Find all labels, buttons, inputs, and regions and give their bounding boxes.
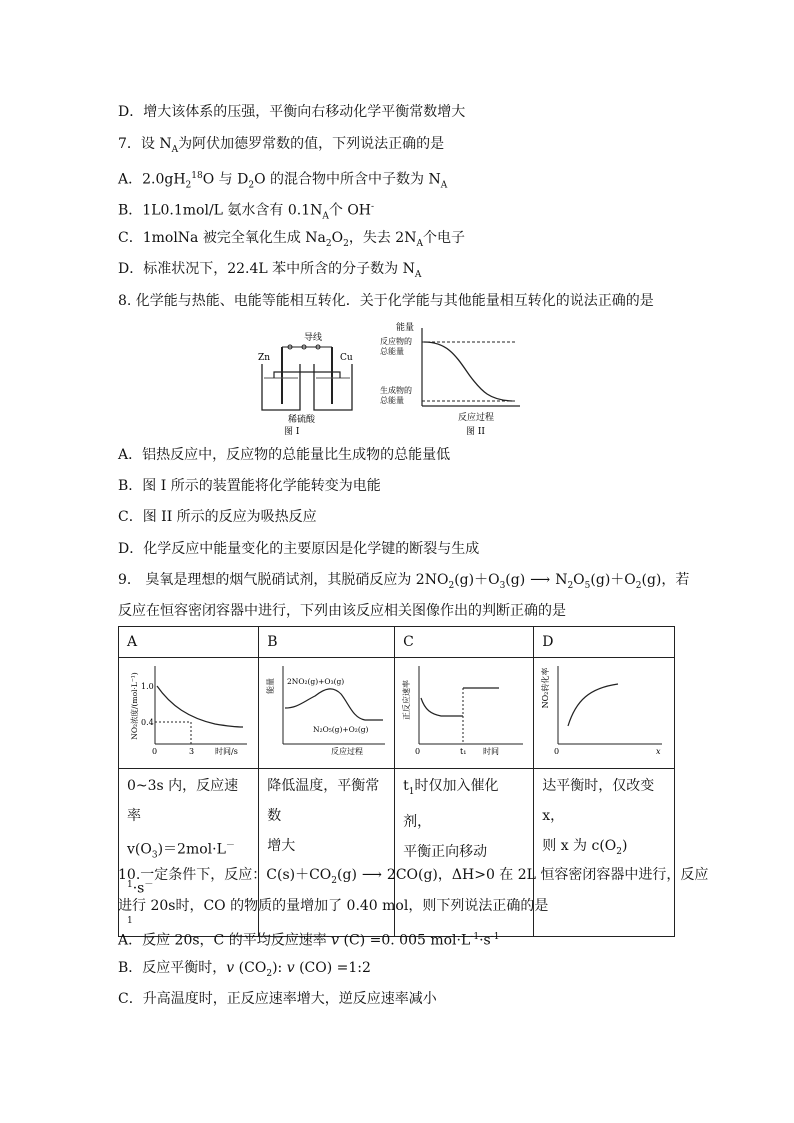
energy-axis-label: 能量 (396, 323, 415, 333)
q7-option-a: A．$2.0gH_2^{18}O$ 与 $D_2O$ 的混合物中所含中子数为 $N_A$ (118, 171, 448, 191)
q10-stem-line1: 10.一定条件下，反应：$C(s)+CO_2(g)$ ⟶ 2CO(g)，ΔH>0 在 2L 恒容密闭容器中进行，反应 (118, 867, 709, 886)
plot-a-y2: 0.4 (141, 718, 154, 727)
q8-option-d: D．化学反应中能量变化的主要原因是化学键的断裂与生成 (118, 541, 480, 557)
cu-label: Cu (340, 353, 353, 363)
plot-c-forward-rate (395, 658, 533, 764)
plot-a-no2-concentration (119, 658, 257, 764)
plot-a-y1: 1.0 (141, 682, 154, 691)
figure-ii-energy-diagram (378, 318, 526, 438)
q10-option-c: C．升高温度时，正反应速率增大，逆反应速率减小 (118, 991, 437, 1007)
reactant-label-2: 总能量 (380, 347, 404, 356)
equilibrium-arrow-icon: ⟶ (361, 867, 382, 883)
zn-label: Zn (258, 353, 271, 363)
q9-stem-line1: 9． 臭氧是理想的烟气脱硝试剂，其脱硝反应为 $2NO_2(g)+O_3(g)$ ⟶ $N_2O_5(g)+O_2(g)$，若 (118, 572, 690, 591)
plot-b-energy (259, 658, 393, 764)
plot-c-cell (395, 658, 534, 769)
plot-b-reactants: 2NO₂(g)+O₃(g) (287, 677, 345, 686)
text-b: 降低温度，平衡常数 增大 (259, 769, 395, 937)
plot-a-cell (119, 658, 259, 769)
q10-stem-line2: 进行 20s时，CO 的物质的量增加了 0.40 mol，则下列说法正确的是 (118, 898, 549, 914)
plot-d-curve (568, 684, 618, 726)
plot-b-products: N₂O₅(g)+O₂(g) (313, 725, 369, 734)
plot-a-curve (157, 686, 243, 727)
q8-stem: 8. 化学能与热能、电能等能相互转化．关于化学能与其他能量相互转化的说法正确的是 (118, 293, 654, 309)
figure-i-caption: 图 I (284, 427, 300, 437)
plot-c-xlabel: 时间 (483, 747, 500, 756)
q10-option-a: A．反应 20s，C 的平均反应速率 v (C) =0. 005 $mol\cdot L^{-1}\cdot s^{-1}$ (118, 932, 500, 949)
plot-b-xlabel: 反应过程 (331, 747, 364, 756)
product-label-1: 生成物的 (380, 386, 412, 395)
plot-c-x0: 0 (415, 747, 421, 756)
q8-option-c: C．图 II 所示的反应为吸热反应 (118, 509, 317, 525)
figure-i-galvanic-cell (252, 328, 364, 438)
plot-c-t1: t₁ (460, 747, 467, 756)
q7-option-c: C．1molNa 被完全氧化生成 $Na_2O_2$，失去 $2N_A$个电子 (118, 230, 465, 249)
q7-stem: 7．设 $N_A$为阿伏加德罗常数的值，下列说法正确的是 (118, 136, 445, 155)
text-c: $t_1$时仅加入催化剂， 平衡正向移动 (395, 769, 534, 937)
plot-b-ylabel: 能量 (266, 678, 276, 694)
q9-stem-line2: 反应在恒容密闭容器中进行，下列由该反应相关图像作出的判断正确的是 (118, 603, 566, 619)
equilibrium-arrow-icon: ⟶ (530, 572, 551, 588)
q10-option-b: B．反应平衡时，v $(CO_2)$: v (CO) =1:2 (118, 960, 371, 979)
plot-a-ylabel: NO₂浓度/(mol·L⁻¹) (130, 672, 139, 740)
plot-c-curve (421, 698, 463, 716)
text-d: 达平衡时，仅改变 x， 则 x 为 $c(O_2)$ (534, 769, 675, 937)
header-b: B (259, 627, 395, 658)
reaction-axis-label: 反应过程 (458, 413, 495, 423)
text-a: 0~3s 内，反应速率 $v(O_3)=2mol\cdot L^{-1}\cdot s^-$ 1 (119, 769, 259, 937)
plot-b-cell (259, 658, 395, 769)
q7-option-d: D．标准状况下，22.4L 苯中所含的分子数为 $N_A$ (118, 261, 422, 280)
plot-d-ylabel: NO₂转化率 (541, 667, 551, 709)
product-label-2: 总能量 (380, 396, 404, 405)
plot-d-x0: 0 (554, 747, 560, 756)
q8-option-a: A．铝热反应中，反应物的总能量比生成物的总能量低 (118, 447, 451, 463)
figure-ii-caption: 图 II (466, 427, 485, 437)
acid-label: 稀硫酸 (288, 415, 316, 425)
plot-d-conversion (534, 658, 672, 764)
plot-d-cell (534, 658, 675, 769)
plot-a-xlabel: 时间/s (215, 747, 238, 756)
plot-d-xlabel: x (656, 747, 661, 756)
plot-a-x0: 0 (152, 747, 158, 756)
q6-option-d: D．增大该体系的压强，平衡向右移动化学平衡常数增大 (118, 104, 466, 120)
salt-bridge (274, 372, 340, 378)
q7-option-b: B．1L0.1mol/L 氨水含有 $0.1N_A$个 OH- (118, 202, 375, 222)
header-c: C (395, 627, 534, 658)
energy-curve (424, 342, 512, 401)
plot-c-ylabel: 正反应速率 (402, 680, 412, 720)
plot-b-curve (285, 689, 383, 720)
header-a: A (119, 627, 259, 658)
q8-option-b: B．图 I 所示的装置能将化学能转变为电能 (118, 478, 381, 494)
header-d: D (534, 627, 675, 658)
plot-a-x1: 3 (189, 747, 195, 756)
reactant-label-1: 反应物的 (380, 337, 412, 346)
wire-label: 导线 (304, 333, 323, 343)
